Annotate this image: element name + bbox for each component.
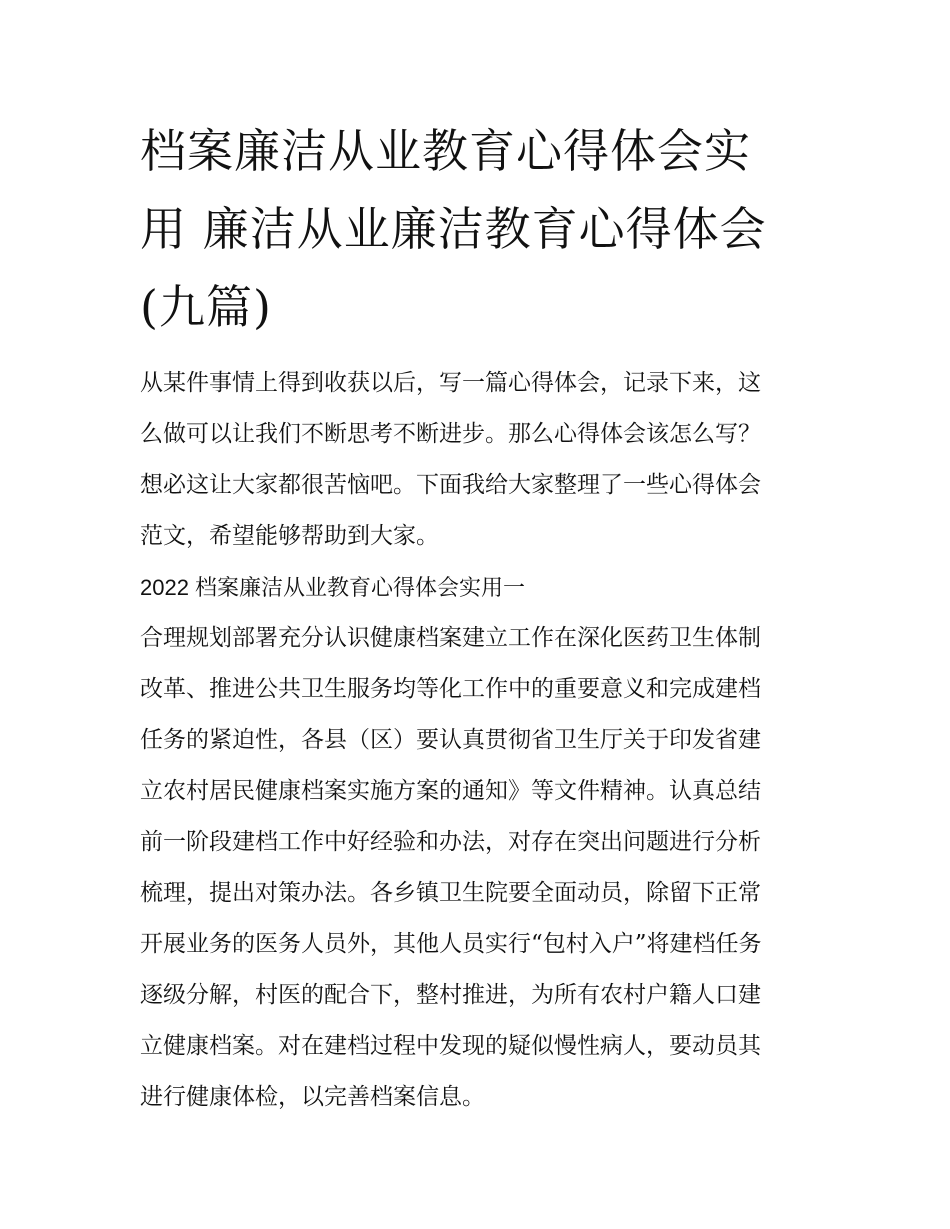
intro-line: 想必这让大家都很苦恼吧。下面我给大家整理了一些心得体会 [140, 472, 761, 498]
paragraph-line: 梳理，提出对策办法。各乡镇卫生院要全面动员，除留下正常 [140, 880, 761, 906]
paragraph-line: 合理规划部署充分认识健康档案建立工作在深化医药卫生体制 [140, 625, 761, 651]
paragraph-line: 逐级分解，村医的配合下，整村推进，为所有农村户籍人口建 [140, 982, 761, 1008]
title-line: 用 廉洁从业廉洁教育心得体会 [140, 202, 767, 256]
paragraph-line: 开展业务的医务人员外，其他人员实行“包村入户”将建档任务 [140, 931, 762, 957]
paragraph-line: 前一阶段建档工作中好经验和办法，对存在突出问题进行分析 [140, 829, 761, 855]
document-body [140, 358, 820, 1123]
paragraph-line: 立健康档案。对在建档过程中发现的疑似慢性病人，要动员其 [140, 1033, 761, 1059]
paragraph-line: 进行健康体检，以完善档案信息。 [140, 1084, 485, 1110]
paragraph-line: 任务的紧迫性，各县（区）要认真贯彻省卫生厅关于印发省建 [140, 727, 761, 753]
paragraph-line: 立农村居民健康档案实施方案的通知》等文件精神。认真总结 [140, 778, 761, 804]
document-title [140, 112, 820, 346]
intro-line: 么做可以让我们不断思考不断进步。那么心得体会该怎么写？ [140, 421, 761, 447]
title-line: (九篇) [140, 280, 272, 334]
intro-line: 范文，希望能够帮助到大家。 [140, 523, 439, 549]
paragraph-line: 改革、推进公共卫生服务均等化工作中的重要意义和完成建档 [140, 676, 761, 702]
section-heading: 2022 档案廉洁从业教育心得体会实用一 [140, 575, 526, 600]
title-line: 档案廉洁从业教育心得体会实 [140, 124, 751, 178]
intro-line: 从某件事情上得到收获以后，写一篇心得体会，记录下来，这 [140, 370, 761, 396]
